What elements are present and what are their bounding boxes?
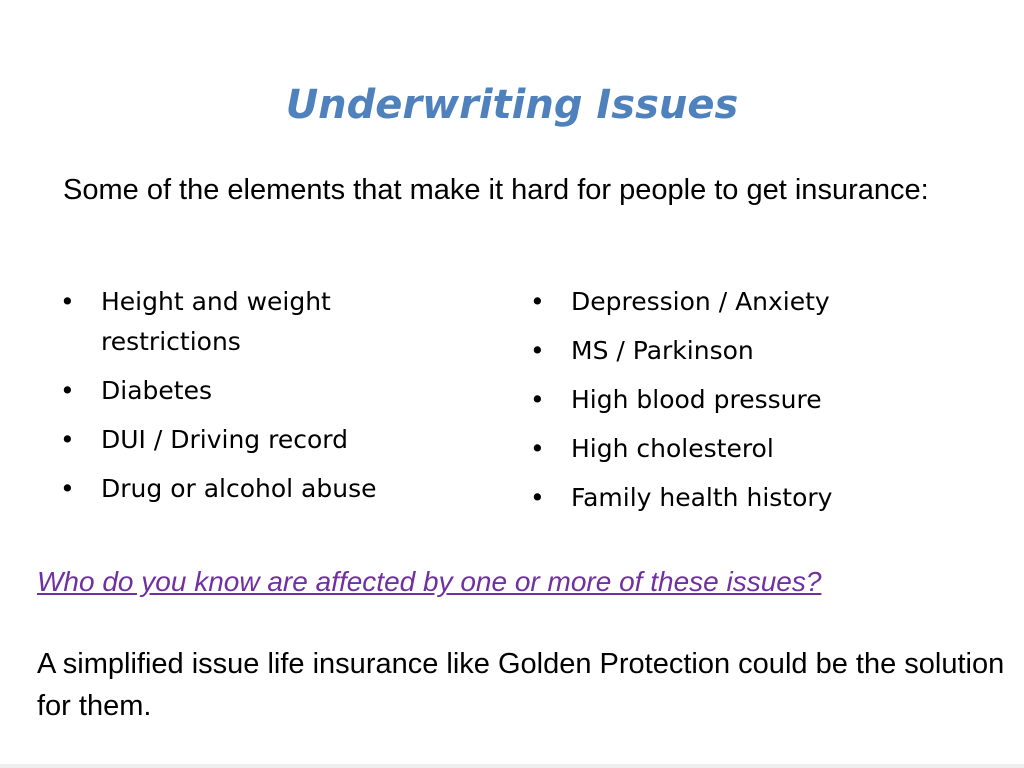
- bullet-icon: •: [60, 474, 75, 503]
- list-item: [60, 469, 460, 509]
- list-item: [60, 420, 460, 460]
- bullet-list-right: [530, 282, 950, 527]
- bullet-icon: •: [60, 287, 75, 316]
- bullet-icon: •: [60, 425, 75, 454]
- slide-title: Underwriting Issues: [285, 82, 739, 128]
- bullet-icon: •: [530, 336, 545, 365]
- list-item: [530, 331, 950, 371]
- list-item-label: Family health history: [571, 483, 833, 512]
- question-text: Who do you know are affected by one or more of these issues?: [37, 566, 822, 597]
- bullet-icon: •: [530, 483, 545, 512]
- answer-text: A simplified issue life insurance like Golden Protection could be the solution for them.: [37, 648, 1005, 722]
- list-item: [530, 478, 950, 518]
- list-item-label: Diabetes: [101, 376, 212, 405]
- list-item-label: MS / Parkinson: [571, 336, 754, 365]
- footer-divider: [0, 764, 1024, 768]
- list-item-label: High cholesterol: [571, 434, 774, 463]
- list-item: [60, 282, 460, 362]
- list-item: [530, 282, 950, 322]
- bullet-icon: •: [530, 287, 545, 316]
- list-item-label: High blood pressure: [571, 385, 822, 414]
- bullet-list-left: [60, 282, 460, 518]
- list-item-label: Drug or alcohol abuse: [101, 474, 377, 503]
- bullet-icon: •: [530, 434, 545, 463]
- list-item: [530, 429, 950, 469]
- list-item-label: Depression / Anxiety: [571, 287, 830, 316]
- list-item-label: Height and weight restrictions: [101, 287, 331, 356]
- list-item: [60, 371, 460, 411]
- intro-text: Some of the elements that make it hard for people to get insurance:: [63, 174, 929, 206]
- bullet-icon: •: [60, 376, 75, 405]
- list-item: [530, 380, 950, 420]
- list-item-label: DUI / Driving record: [101, 425, 348, 454]
- bullet-icon: •: [530, 385, 545, 414]
